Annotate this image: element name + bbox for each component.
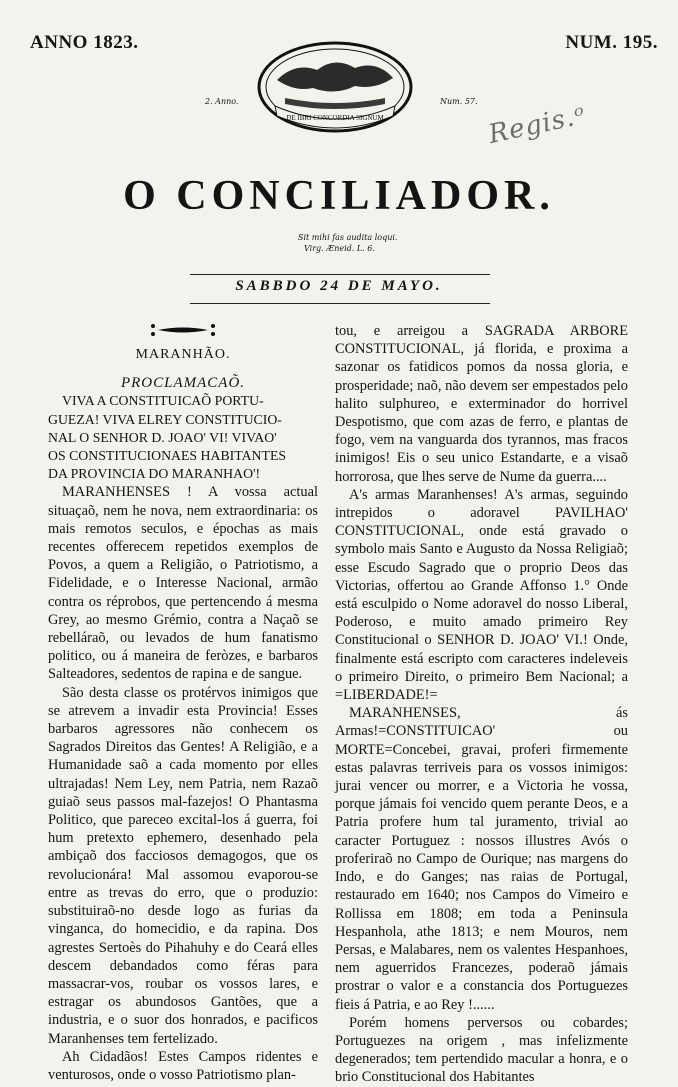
emblem-motto: DE IBRI CONCORDIA SIGNUM [286, 114, 384, 122]
ornament-divider [48, 320, 318, 342]
section-title: MARANHÃO. [135, 347, 231, 362]
paragraph: MARANHENSES, ás Armas!=CONSTITUICAO' ou MORTE=Concebei, gravai, proferi firmemente estas palavras terriveis para os vossos inimigos: jurai vencer ou morrer, e a Victoria he vossa, porque jámais foi vencido quem perante Deos, e a Patria profere hum tal juramento, trivial ao caracter Portuguez : nossos illustres Avós o proferiraõ no Campo de Ourique; nas margens do Indo, e do Ganges; nas raias de Portugal, restaurado em 1640; nos Campos do Vimeiro e Rollissa em 1808; em toda a Peninsula Hespanhola, athe 1813; e nem Mouros, nem Persas, e Malabares, nem os valentes Hespanhoes, nem aguerridos Francezes, poderaõ jámais prostrar o valor e a constancia dos Portuguezes fieis á Patria, e ao Rey !...... [335, 705, 628, 1013]
epigraph-source: Virg. Æneid. L. 6. [304, 244, 375, 253]
divider-bottom [190, 303, 490, 304]
issue-number: NUM. 195. [565, 32, 658, 53]
proclamation-caps [48, 392, 318, 483]
caps-line: VIVA A CONSTITUICAÕ PORTU- [62, 393, 264, 409]
caps-line: OS CONSTITUCIONAES HABITANTES [48, 448, 287, 464]
paragraph: São desta classe os protérvos inimigos que se atrevem a invadir esta Provincia! Esses barbaros agressores não conhecem os Sagrados Direitos das Gentes! A Religião, e a Humanidade saõ a cada momento por elles ultrajadas! Nem Ley, nem Patria, nem Razaõ guiaõ seus passos mal-fazejos! O Phantasma Politico, que pareceo excital-los á guerra, foi hum pretexto ephemero, desenhado pela ambiçaõ dos facciosos demagogos, que os revolucionára! Mal assomou evaporou-se entre as trevas do erro, que o produzio: substituiraõ-no desde logo as furias da vinganca, do homecidio, e da rapina. Dos agrestes Sertoès do Pihahuhy e do Ceará elles descem debandados como féras para massacrar-vos, roubar os vossos lares, e estragar os abundosos Gantões, que a industria, e o suor dos honrados, e pacificos Maranhenses tem fertelizado. [48, 684, 318, 1047]
caps-line: DA PROVINCIA DO MARANHAO'! [48, 466, 261, 482]
column-left [48, 320, 318, 1083]
paragraph: Ah Cidadãos! Estes Campos ridentes e venturosos, onde o vosso Patriotismo plan- [48, 1048, 318, 1083]
epigraph-quote: Sit mihi fas audita loqui. [298, 233, 398, 242]
paragraph: Porém homens perversos ou cobardes; Portuguezes na origem , mas infelizmente degenerados; tem pertendido macular a honra, e o brio Constitucional dos Habitantes [335, 1014, 628, 1086]
divider-top [190, 274, 490, 275]
year-info: 2. Anno. [205, 97, 239, 106]
epigraph [298, 232, 397, 254]
newspaper-title: O CONCILIADOR. [123, 173, 555, 219]
column-right [335, 322, 628, 1086]
paragraph: tou, e arreigou a SAGRADA ARBORE CONSTITUCIONAL, já florida, e proxima a sazonar os fatidicos pomos da nossa gloria, e prosperidade; naõ, não devem ser empestados pelo halito sulphureo, e exterminador do horrivel Despotismo, que com azas de ferro, e plantas de fogo, vem na vanguarda dos tyrannos, mas fracos inimigos! Eis o seu unico Estandarte, e a visaõ horrorosa, que lhes serve de Nume da guerra.... [335, 323, 628, 485]
ornament-icon [148, 320, 218, 340]
year-label: ANNO 1823. [30, 32, 139, 53]
proclamation-heading: PROCLAMACAÕ. [120, 375, 246, 392]
dateline: SABBDO 24 DE MAYO. [235, 278, 443, 294]
emblem-seal [255, 40, 415, 140]
caps-line: GUEZA! VIVA ELREY CONSTITUCIO- [48, 411, 282, 427]
caps-line: NAL O SENHOR D. JOAO' VI! VIVAO' [48, 429, 277, 445]
paragraph: A's armas Maranhenses! A's armas, seguindo intrepidos o adoravel PAVILHAO' CONSTITUCIONAL, onde está gravado o symbolo mais Santo e Augusto da Nossa Religiaõ; esse Escudo Sagrado que o proprio Deos das Victorias, offertou ao Grande Affonso 1.° Onde está esculpido o Nome adoravel do nosso Liberal, Poderoso, e muito amado primeiro Rey Constitucional o SENHOR D. JOAO' VI.! Onde, finalmente está escripto com caracteres indeleveis o primeiro Direito, o primeiro Bem Nacional; a =LIBERDADE!= [335, 486, 628, 704]
paragraph: MARANHENSES ! A vossa actual situaçaõ, nem he nova, nem extraordinaria: os mais remotos seculos, e épochas as mais recentes offerecem repetidos exemplos de Povos, a quem a Religião, o Patriotismo, a Fidelidade, e o Interesse Nacional, armão contra os réprobos, que pertencendo á mesma Grey, ao mesmo Grémio, contra a Naçaõ se rebelláraõ, ou levados de hum fanatismo politico, ou á maneira de feròzes, e barbaros Salteadores, sedentos de rapina e de sangue. [48, 484, 318, 683]
issue-info: Num. 57. [440, 97, 478, 106]
handwritten-signature: Regis.ᵒ [485, 100, 589, 150]
